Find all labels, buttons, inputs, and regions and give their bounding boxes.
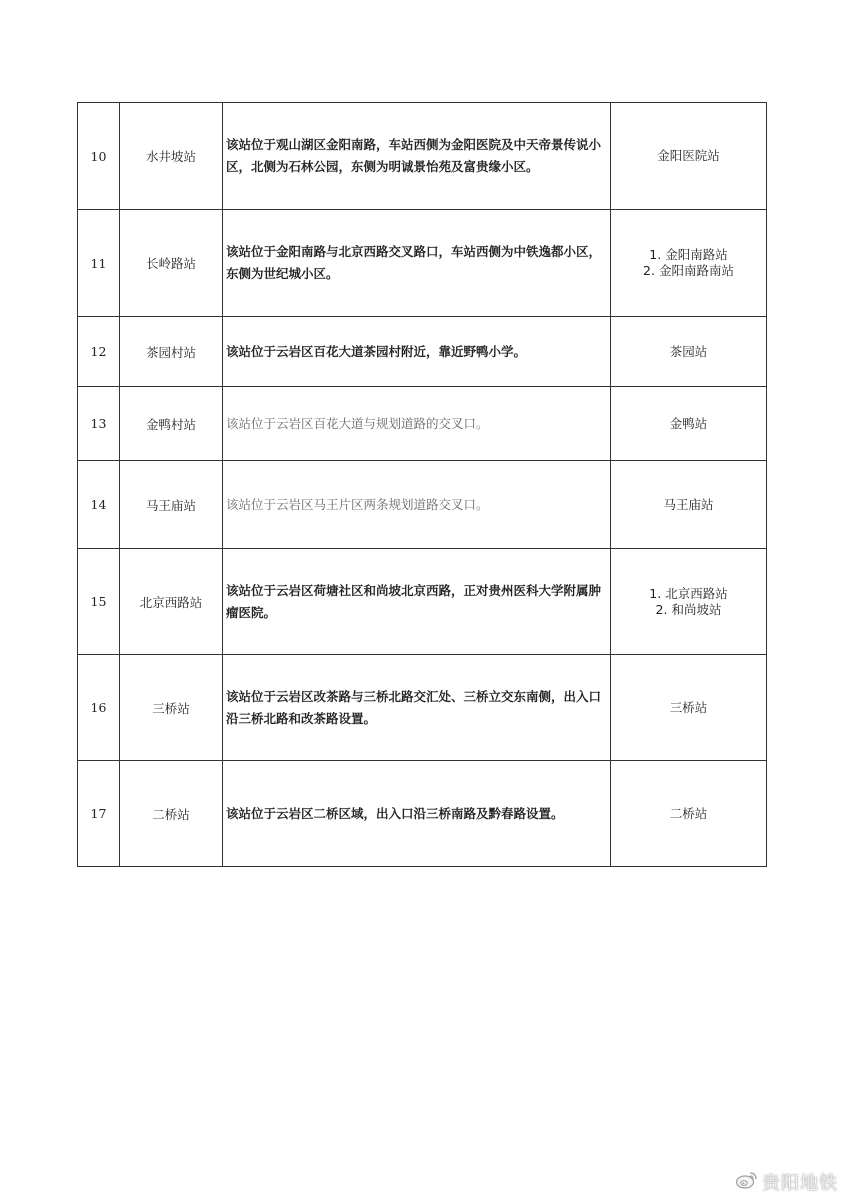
station-name: 茶园村站 <box>120 317 223 387</box>
transfer-line: 2. 和尚坡站 <box>655 601 722 617</box>
station-description <box>223 461 611 549</box>
table-row <box>78 461 767 549</box>
table-row <box>78 210 767 317</box>
transfer-line: 2. 金阳南路南站 <box>643 263 734 278</box>
weibo-icon <box>736 1171 758 1193</box>
station-number: 10 <box>78 103 120 210</box>
transfer-line: 1. 北京西路站 <box>649 585 728 601</box>
station-description <box>223 549 611 655</box>
station-description <box>223 655 611 761</box>
table-row <box>78 317 767 387</box>
station-description-text: 该站位于云岩区马王片区两条规划道路交叉口。 <box>226 496 489 512</box>
transfer-line: 金阳医院站 <box>657 148 720 163</box>
transfer-line: 金鸭站 <box>669 415 708 431</box>
station-name: 长岭路站 <box>120 210 223 317</box>
station-description <box>223 761 611 867</box>
table-row <box>78 761 767 867</box>
station-name: 水井坡站 <box>120 103 223 210</box>
station-transfer <box>611 461 767 549</box>
transfer-line: 1. 金阳南路站 <box>649 247 728 262</box>
station-number: 11 <box>78 210 120 317</box>
station-number: 14 <box>78 461 120 549</box>
station-number: 12 <box>78 317 120 387</box>
station-number: 16 <box>78 655 120 761</box>
station-number: 15 <box>78 549 120 655</box>
station-name: 二桥站 <box>120 761 223 867</box>
station-transfer <box>611 210 767 317</box>
station-description-text: 该站位于云岩区百花大道与规划道路的交叉口。 <box>226 415 489 431</box>
station-name: 三桥站 <box>120 655 223 761</box>
station-description-text: 该站位于云岩区改茶路与三桥北路交汇处、三桥立交东南侧，出入口沿三桥北路和改茶路设置。 <box>226 688 602 726</box>
watermark <box>736 1169 838 1195</box>
station-description <box>223 103 611 210</box>
table-row <box>78 549 767 655</box>
transfer-line: 茶园站 <box>669 343 708 359</box>
station-table-body <box>78 103 767 867</box>
station-name: 马王庙站 <box>120 461 223 549</box>
table-row <box>78 387 767 461</box>
station-transfer <box>611 387 767 461</box>
transfer-line: 三桥站 <box>669 699 708 715</box>
transfer-line: 马王庙站 <box>663 496 714 512</box>
station-transfer <box>611 317 767 387</box>
station-description <box>223 210 611 317</box>
station-description-text: 该站位于云岩区百花大道茶园村附近，靠近野鸭小学。 <box>226 343 527 359</box>
station-name: 金鸭村站 <box>120 387 223 461</box>
station-description-text: 该站位于云岩区荷塘社区和尚坡北京西路，正对贵州医科大学附属肿瘤医院。 <box>226 582 602 620</box>
station-description-text: 该站位于观山湖区金阳南路，车站西侧为金阳医院及中天帝景传说小区，北侧为石林公园，东侧为明诚景怡苑及富贵缘小区。 <box>226 137 602 174</box>
station-description <box>223 317 611 387</box>
station-name: 北京西路站 <box>120 549 223 655</box>
station-number: 17 <box>78 761 120 867</box>
station-description-text: 该站位于金阳南路与北京西路交叉路口，车站西侧为中铁逸都小区，东侧为世纪城小区。 <box>226 244 602 281</box>
table-row <box>78 103 767 210</box>
table-row <box>78 655 767 761</box>
watermark-text: 贵阳地铁 <box>762 1173 838 1194</box>
station-description-text: 该站位于云岩区二桥区域，出入口沿三桥南路及黔春路设置。 <box>226 805 564 821</box>
station-description <box>223 387 611 461</box>
station-number: 13 <box>78 387 120 461</box>
station-transfer <box>611 655 767 761</box>
station-table <box>77 102 767 867</box>
station-transfer <box>611 761 767 867</box>
station-transfer <box>611 103 767 210</box>
transfer-line: 二桥站 <box>669 805 708 821</box>
station-transfer <box>611 549 767 655</box>
